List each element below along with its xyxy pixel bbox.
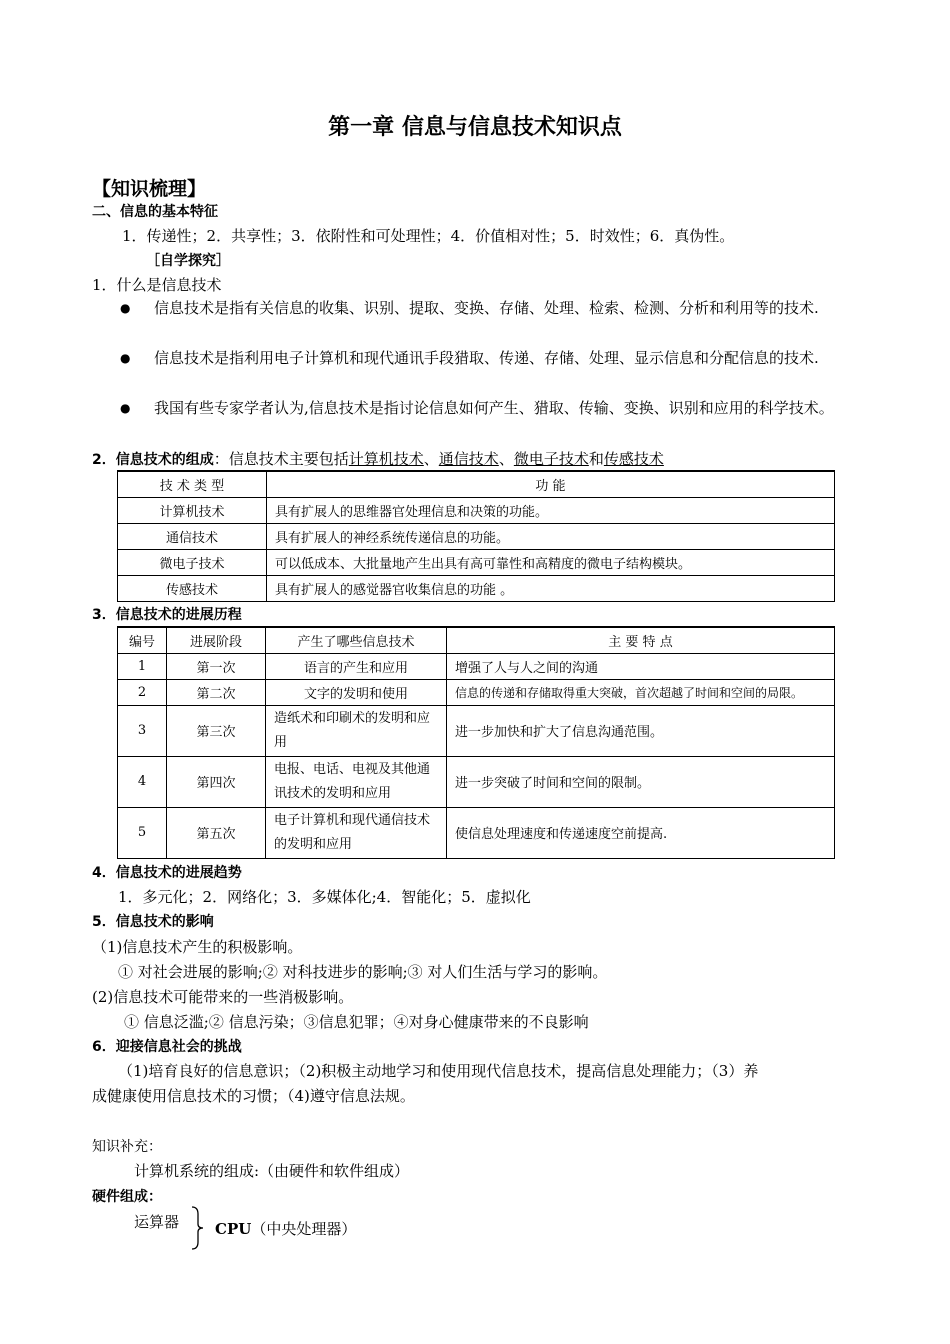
table-row: [118, 653, 835, 679]
table-cell: 3: [118, 705, 167, 756]
table-header-cell: 技 术 类 型: [118, 471, 267, 497]
table-cell: 2: [118, 679, 167, 705]
table-cell: 计算机技术: [118, 497, 267, 523]
table-header-cell: 产生了哪些信息技术: [266, 627, 447, 653]
self-study-label: ［自学探究］: [146, 253, 230, 269]
supplement-line: 计算机系统的组成:（由硬件和软件组成）: [134, 1162, 410, 1180]
s2-heading: 二、信息的基本特征: [92, 204, 218, 220]
table-cell: 文字的发明和使用: [266, 679, 447, 705]
table-cell: 进一步加快和扩大了信息沟通范围。: [447, 705, 835, 756]
bullet-icon: ●: [120, 351, 131, 365]
table-cell: 具有扩展人的神经系统传递信息的功能。: [267, 523, 835, 549]
table-cell: 1: [118, 653, 167, 679]
table-row: [118, 679, 835, 705]
table-cell: 电报、电话、电视及其他通讯技术的发明和应用: [266, 756, 447, 807]
table-header-cell: 功 能: [267, 471, 835, 497]
table-row: [118, 756, 835, 807]
table-header-cell: 进展阶段: [167, 627, 266, 653]
q1-bullet-text: 我国有些专家学者认为,信息技术是指讨论信息如何产生、猎取、传输、变换、识别和应用的科学技术。: [154, 399, 834, 417]
table-cell: 传感技术: [118, 575, 267, 601]
table-cell: 增强了人与人之间的沟通: [447, 653, 835, 679]
table-row: [118, 575, 835, 601]
table-cell: 第二次: [167, 679, 266, 705]
tech-composition-table: [117, 470, 835, 602]
bullet-icon: ●: [120, 301, 131, 315]
q2-item-sensor: 传感技术: [603, 450, 664, 468]
tech-history-table: [117, 626, 835, 859]
q5-p1: （1)信息技术产生的积极影响。: [92, 938, 303, 956]
table-cell: 语言的产生和应用: [266, 653, 447, 679]
table-cell: 第一次: [167, 653, 266, 679]
table-cell: 第三次: [167, 705, 266, 756]
table-cell: 信息的传递和存储取得重大突破，首次超越了时间和空间的局限。: [447, 679, 835, 705]
q1-bullet-1: [120, 296, 860, 321]
q2-sep: 、: [423, 450, 439, 468]
q2-item-comm: 通信技术: [438, 450, 499, 468]
q1-heading: 1．什么是信息技术: [92, 276, 222, 294]
table-row: [118, 549, 835, 575]
q1-bullet-3: [120, 396, 860, 421]
q5-heading: 5．信息技术的影响: [92, 914, 214, 930]
q2-heading: 2．信息技术的组成: [92, 452, 214, 468]
table-cell: 使信息处理速度和传递速度空前提高.: [447, 807, 835, 858]
cpu-label: CPU: [215, 1220, 252, 1238]
q6-line-1: （1)培育良好的信息意识；（2)积极主动地学习和使用现代信息技术，提高信息处理能力；（3）养: [118, 1062, 759, 1080]
q4-heading: 4．信息技术的进展趋势: [92, 865, 242, 881]
table-cell: 第五次: [167, 807, 266, 858]
table-cell: 4: [118, 756, 167, 807]
q1-bullet-2: [120, 346, 860, 371]
q1-bullet-text: 信息技术是指利用电子计算机和现代通讯手段猎取、传递、存储、处理、显示信息和分配信息的技术.: [154, 349, 819, 367]
q2-intro: ：信息技术主要包括: [213, 450, 349, 468]
q4-line: 1．多元化；2．网络化；3．多媒体化;4．智能化；5．虚拟化: [118, 888, 531, 906]
table-cell: 5: [118, 807, 167, 858]
table-cell: 可以低成本、大批量地产生出具有高可靠性和高精度的微电子结构模块。: [267, 549, 835, 575]
table-cell: 电子计算机和现代通信技术的发明和应用: [266, 807, 447, 858]
supplement-heading: 知识补充：: [92, 1139, 162, 1155]
table-cell: 造纸术和印刷术的发明和应用: [266, 705, 447, 756]
q2-sep: 、: [498, 450, 514, 468]
cpu-desc: （中央处理器）: [251, 1220, 357, 1238]
q2-item-micro: 微电子技术: [513, 450, 589, 468]
table-header-row: [118, 627, 835, 653]
q3-heading: 3．信息技术的进展历程: [92, 607, 242, 623]
q6-heading: 6．迎接信息社会的挑战: [92, 1039, 242, 1055]
table-cell: 微电子技术: [118, 549, 267, 575]
cpu-line: [215, 1218, 356, 1239]
table-row: [118, 705, 835, 756]
bullet-icon: ●: [120, 401, 131, 415]
q5-p2-items: ① 信息泛滥;② 信息污染；③信息犯罪；④对身心健康带来的不良影响: [124, 1013, 589, 1031]
table-row: [118, 807, 835, 858]
q5-p1-items: ① 对社会进展的影响;② 对科技进步的影响;③ 对人们生活与学习的影响。: [118, 963, 608, 981]
q2-item-computer: 计算机技术: [348, 450, 424, 468]
brace-icon: [190, 1206, 204, 1250]
q6-line-2: 成健康使用信息技术的习惯；（4)遵守信息法规。: [92, 1087, 415, 1105]
table-cell: 第四次: [167, 756, 266, 807]
table-cell: 具有扩展人的感觉器官收集信息的功能 。: [267, 575, 835, 601]
alu-label: 运算器: [134, 1213, 180, 1231]
section-header: 【知识梳理】: [92, 178, 207, 200]
q5-p2: (2)信息技术可能带来的一些消极影响。: [92, 988, 354, 1006]
page-title: 第一章 信息与信息技术知识点: [328, 115, 622, 140]
table-cell: 进一步突破了时间和空间的限制。: [447, 756, 835, 807]
table-header-row: [118, 471, 835, 497]
table-header-cell: 主 要 特 点: [447, 627, 835, 653]
hardware-heading: 硬件组成：: [92, 1189, 162, 1205]
table-row: [118, 497, 835, 523]
q2-line: [92, 448, 664, 469]
q2-and: 和: [588, 450, 604, 468]
q1-bullet-text: 信息技术是指有关信息的收集、识别、提取、变换、存储、处理、检索、检测、分析和利用等的技术.: [154, 299, 819, 317]
table-header-cell: 编号: [118, 627, 167, 653]
table-cell: 具有扩展人的思维器官处理信息和决策的功能。: [267, 497, 835, 523]
s2-line: 1．传递性；2．共享性；3．依附性和可处理性；4．价值相对性；5．时效性；6．真伪性。: [122, 227, 735, 245]
table-cell: 通信技术: [118, 523, 267, 549]
table-row: [118, 523, 835, 549]
